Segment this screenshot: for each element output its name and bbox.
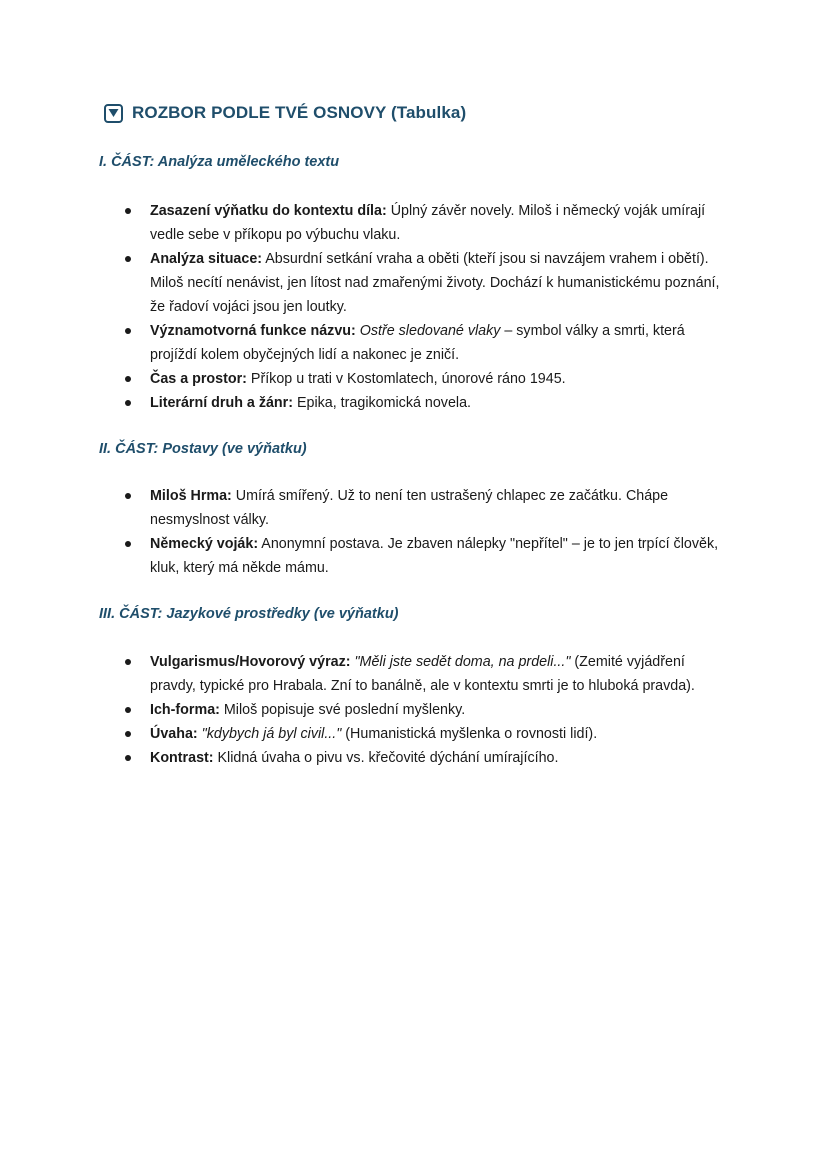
item-label: Německý voják:	[150, 536, 259, 552]
document-title	[104, 103, 466, 123]
list-item	[124, 391, 734, 415]
item-label: Ich-forma:	[150, 702, 220, 718]
bullet-icon	[125, 755, 131, 761]
item-quote: "Měli jste sedět doma, na prdeli..."	[350, 654, 571, 670]
section-heading-analysis: I. ČÁST: Analýza uměleckého textu	[99, 154, 340, 170]
item-text: Umírá smířený. Už to není ten ustrašený chlapec ze začátku. Chápe nesmyslnost války.	[150, 488, 669, 528]
bullet-icon	[125, 208, 131, 214]
section-list-characters	[124, 484, 734, 580]
section-heading-language: III. ČÁST: Jazykové prostředky (ve výňatku)	[99, 606, 399, 622]
item-text: Klidná úvaha o pivu vs. křečovité dýchání umírajícího.	[213, 750, 559, 766]
bullet-icon	[125, 400, 131, 406]
bullet-icon	[125, 541, 131, 547]
list-item	[124, 698, 734, 722]
item-text: Anonymní postava. Je zbaven nálepky "nepřítel" – je to jen trpící člověk, kluk, který má někde mámu.	[150, 536, 719, 576]
section-list-language	[124, 650, 734, 770]
item-label: Čas a prostor:	[150, 371, 247, 387]
item-italic-title: Ostře sledované vlaky	[355, 323, 501, 339]
item-quote: "kdybych já byl civil..."	[197, 726, 342, 742]
list-item	[124, 650, 734, 698]
item-label: Kontrast:	[150, 750, 214, 766]
item-label: Významotvorná funkce názvu:	[150, 323, 356, 339]
item-text: – symbol války a smrti, která projíždí kolem obyčejných lidí a nakonec je zničí.	[150, 323, 685, 363]
document-title-text: ROZBOR PODLE TVÉ OSNOVY (Tabulka)	[132, 103, 467, 122]
item-text: Miloš popisuje své poslední myšlenky.	[219, 702, 466, 718]
bullet-icon	[125, 493, 131, 499]
list-item	[124, 199, 734, 247]
list-item	[124, 746, 734, 770]
list-item	[124, 247, 734, 319]
list-item	[124, 484, 734, 532]
item-text: (Humanistická myšlenka o rovnosti lidí).	[341, 726, 598, 742]
item-label: Analýza situace:	[150, 251, 263, 267]
list-item	[124, 319, 734, 367]
item-text: Příkop u trati v Kostomlatech, únorové ráno 1945.	[246, 371, 566, 387]
bullet-icon	[125, 731, 131, 737]
item-text: Epika, tragikomická novela.	[293, 395, 471, 411]
list-item	[124, 722, 734, 746]
item-text: Absurdní setkání vraha a oběti (kteří jsou si navzájem vrahem i obětí). Miloš necítí nenávist, jen lítost nad zmařenými životy. Dochází k humanistickému poznání, že řadoví vojáci jsou jen loutky.	[150, 251, 720, 315]
bullet-icon	[125, 376, 131, 382]
item-label: Miloš Hrma:	[150, 488, 232, 504]
item-label: Vulgarismus/Hovorový výraz:	[150, 654, 351, 670]
item-text: Úplný závěr novely. Miloš i německý voják umírají vedle sebe v příkopu po výbuchu vlaku.	[150, 203, 706, 243]
bullet-icon	[125, 328, 131, 334]
item-label: Úvaha:	[150, 726, 198, 742]
bullet-icon	[125, 659, 131, 665]
bullet-icon	[125, 707, 131, 713]
list-item	[124, 367, 734, 391]
item-label: Literární druh a žánr:	[150, 395, 293, 411]
item-text: (Zemité vyjádření pravdy, typické pro Hrabala. Zní to banálně, ale v kontextu smrti je to hluboká pravda).	[150, 654, 695, 694]
section-heading-characters: II. ČÁST: Postavy (ve výňatku)	[99, 441, 307, 457]
collapse-triangle-icon[interactable]	[104, 104, 123, 123]
section-list-analysis	[124, 199, 734, 415]
item-label: Zasazení výňatku do kontextu díla:	[150, 203, 387, 219]
bullet-icon	[125, 256, 131, 262]
list-item	[124, 532, 734, 580]
